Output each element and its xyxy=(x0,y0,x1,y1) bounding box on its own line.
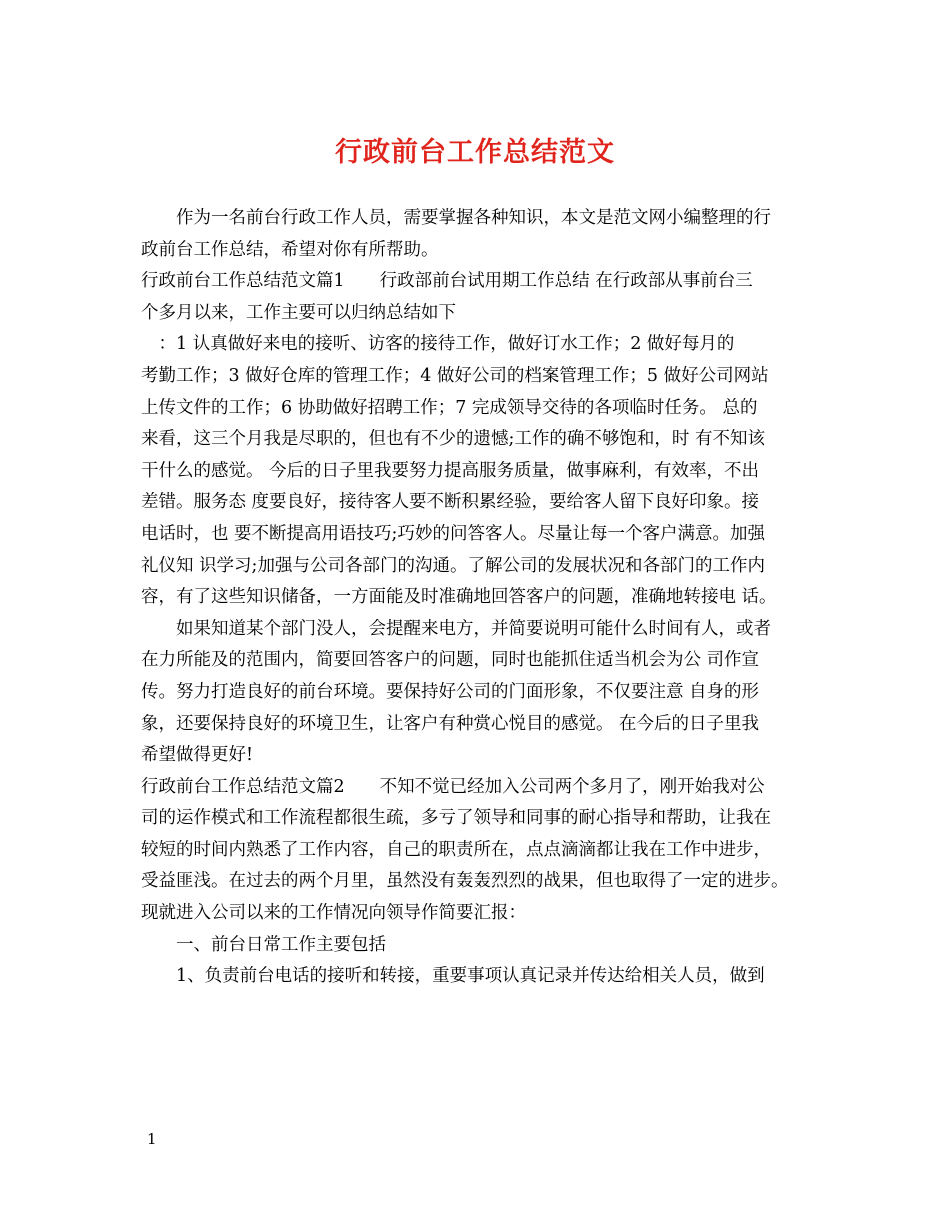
document-body xyxy=(141,203,819,993)
body-line: 考勤工作；3 做好仓库的管理工作；4 做好公司的档案管理工作；5 做好公司网站 xyxy=(141,365,769,386)
body-line: 干什么的感觉。 今后的日子里我要努力提高服务质量，做事麻利，有效率，不出 xyxy=(141,460,760,481)
body-line: ：1 认真做好来电的接听、访客的接待工作，做好订水工作；2 做好每月的 xyxy=(141,334,735,355)
body-line: 在力所能及的范围内，简要回答客户的问题，同时也能抓住适当机会为公 司作宣 xyxy=(141,650,760,671)
body-line: 上传文件的工作；6 协助做好招聘工作；7 完成领导交待的各项临时任务。 总的 xyxy=(141,397,758,418)
body-line: 作为一名前台行政工作人员，需要掌握各种知识，本文是范文网小编整理的行 xyxy=(141,208,771,228)
body-line: 差错。服务态 度要良好，接待客人要不断积累经验，要给客人留下良好印象。接 xyxy=(141,492,760,513)
body-line: 1、负责前台电话的接听和转接，重要事项认真记录并传达给相关人员，做到 xyxy=(141,966,765,987)
page-number: 1 xyxy=(147,1130,157,1148)
body-line: 受益匪浅。在过去的两个月里，虽然没有轰轰烈烈的战果，但也取得了一定的进步。 xyxy=(141,871,789,892)
body-line: 政前台工作总结，希望对你有所帮助。 xyxy=(141,239,439,260)
body-line: 较短的时间内熟悉了工作内容，自己的职责所在，点点滴滴都让我在工作中进步， xyxy=(141,839,771,860)
body-line: 容，有了这些知识储备，一方面能及时准确地回答客户的问题，准确地转接电 话。 xyxy=(141,587,777,608)
body-line: 礼仪知 识学习;加强与公司各部门的沟通。了解公司的发展状况和各部门的工作内 xyxy=(141,555,765,576)
body-line: 行政前台工作总结范文篇1 行政部前台试用期工作总结 在行政部从事前台三 xyxy=(141,271,753,292)
body-line: 如果知道某个部门没人，会提醒来电方，并简要说明可能什么时间有人，或者 xyxy=(141,618,771,639)
body-line: 象，还要保持良好的环境卫生，让客户有种赏心悦目的感觉。 在今后的日子里我 xyxy=(141,713,760,734)
body-line: 一、前台日常工作主要包括 xyxy=(141,934,386,955)
body-line: 现就进入公司以来的工作情况向领导作简要汇报： xyxy=(141,903,526,924)
document-title: 行政前台工作总结范文 xyxy=(335,137,615,168)
body-line: 行政前台工作总结范文篇2 不知不觉已经加入公司两个多月了，刚开始我对公 xyxy=(141,776,765,797)
body-line: 司的运作模式和工作流程都很生疏，多亏了领导和同事的耐心指导和帮助，让我在 xyxy=(141,808,771,829)
body-line: 个多月以来，工作主要可以归纳总结如下 xyxy=(141,302,456,323)
body-line: 传。努力打造良好的前台环境。要保持好公司的门面形象，不仅要注意 自身的形 xyxy=(141,681,760,702)
body-line: 希望做得更好! xyxy=(141,745,254,766)
body-line: 来看，这三个月我是尽职的，但也有不少的遗憾;工作的确不够饱和，时 有不知该 xyxy=(141,429,765,450)
body-line: 电话时，也 要不断提高用语技巧;巧妙的问答客人。尽量让每一个客户满意。加强 xyxy=(141,523,765,544)
